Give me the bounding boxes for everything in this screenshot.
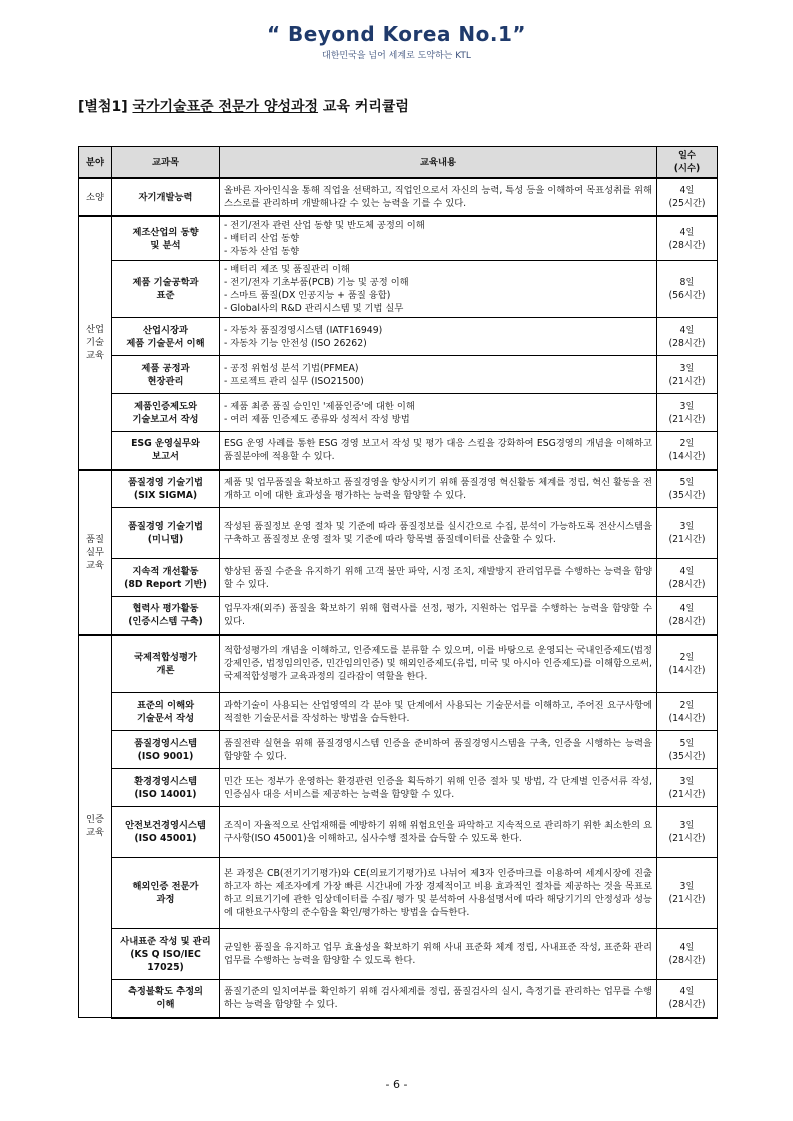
days-cell [657,261,718,318]
hours-value: (56시간) [668,290,706,301]
content-cell [220,261,657,318]
hours-value: (28시간) [668,616,706,628]
table-row [79,929,718,980]
days-value: 3일 [679,521,695,532]
days-cell [657,731,718,769]
hours-value: (28시간) [668,999,706,1011]
days-cell [657,929,718,980]
days-value: 2일 [679,651,695,663]
header-field: 분야 [79,147,112,179]
course-name: (ISO 14001) [134,788,197,800]
content-cell [220,559,657,597]
hours-value: (21시간) [668,894,706,905]
table-row [79,508,718,559]
course-name: 품질경영 기술기법 [127,521,204,532]
days-cell [657,693,718,731]
course-name: 해외인증 전문가 [132,881,199,892]
page-number: - 6 - [385,1078,408,1091]
course-name: 과정 [156,894,175,905]
content-text: 품질기준의 일치여부를 확인하기 위해 검사체계를 정립, 품질검사의 실시, 측정기를 관리하는 업무를 수행하는 능력을 함양할 수 있다. [224,986,652,1011]
course-cell [112,216,220,261]
hours-value: (14시간) [668,664,706,676]
course-name: 기술보고서 작성 [132,413,199,425]
course-cell [112,356,220,394]
content-text: 조직이 자율적으로 산업재해를 예방하기 위해 위험요인을 파악하고 지속적으로 관리하기 위한 최소한의 요구사항(ISO 45001)을 이해하고, 심사수행 절차를 습득할 수 있도록 한다. [224,820,652,844]
course-name: 제품 기술문서 이해 [126,337,205,349]
course-cell [112,470,220,508]
content-text: ESG 운영 사례를 통한 ESG 경영 보고서 작성 및 평가 대응 스킬을 강화하여 ESG경영의 개념을 이해하고 품질분야에 적용할 수 있다. [224,438,652,463]
field-label: 산업 [86,324,104,336]
content-text: 향상된 품질 수준을 유지하기 위해 고객 불만 파악, 시정 조치, 재발방지 관리업무를 수행하는 능력을 함양할 수 있다. [224,565,652,590]
course-cell [112,432,220,470]
field-cell [79,178,112,216]
course-cell [112,559,220,597]
field-label: 인증 [86,814,104,826]
content-text: - 전기/전자 관련 산업 동향 및 반도체 공정의 이해 [224,220,425,231]
days-cell [657,394,718,432]
course-name: (8D Report 기반) [124,578,207,590]
table-row [79,470,718,508]
table-row [79,318,718,356]
days-cell [657,508,718,559]
page-header [0,22,793,61]
days-value: 3일 [679,820,695,831]
table-row [79,559,718,597]
course-cell [112,261,220,318]
course-cell [112,858,220,929]
content-text: - 여러 제품 인증제도 종류와 성적서 작성 방법 [224,413,410,425]
hours-value: (21시간) [668,833,706,844]
field-label: 교육 [86,559,104,571]
hours-value: (14시간) [668,712,706,724]
content-text: 업무자재(외주) 품질을 확보하기 위해 협력사를 선정, 평가, 지원하는 업무를 수행하는 능력을 함양할 수 있다. [224,603,652,628]
course-cell [112,693,220,731]
table-row [79,432,718,470]
days-value: 4일 [679,226,695,238]
course-name: 개론 [156,664,175,676]
field-cell [79,470,112,635]
days-value: 2일 [679,699,695,711]
content-text: - 배터리 산업 동향 [224,233,300,244]
days-value: 4일 [679,942,695,953]
course-name: (미니탭) [147,534,184,545]
course-cell [112,597,220,635]
course-name: 기술문서 작성 [136,712,195,724]
course-cell [112,929,220,980]
content-cell [220,635,657,693]
course-cell [112,178,220,216]
course-name: 품질경영 기술기법 [127,476,204,488]
days-value: 2일 [679,438,695,450]
content-text: 품질전략 실현을 위해 품질경영시스템 인증을 준비하여 품질경영시스템을 구축, 인증을 시행하는 능력을 함양할 수 있다. [224,737,652,762]
days-value: 4일 [679,565,695,577]
course-name: 자기개발능력 [138,191,193,203]
days-value: 4일 [679,324,695,336]
course-cell [112,635,220,693]
content-text: 과학기술이 사용되는 산업영역의 각 분야 및 단계에서 사용되는 기술문서를 이해하고, 주어진 요구사항에 적절한 기술문서를 작성하는 방법을 습득한다. [224,699,652,724]
course-name: (KS Q ISO/IEC [130,948,201,960]
table-row [79,980,718,1018]
table-header-row [79,147,718,179]
table-row [79,731,718,769]
days-value: 4일 [679,986,695,998]
hours-value: (21시간) [668,788,706,800]
content-text: 본 과정은 CB(전기기기평가)와 CE(의료기기평가)로 나뉘어 제3자 인증마크를 이용하여 세계시장에 진출하고자 하는 제조자에게 가장 빠른 시간내에 가장 경제적이고 비용 효과적인 절차를 제공하는 것을 목표로 하고 의료기기에 관한 임상데이터를 수집/ 평가 및 분석하여 사용설명서에 따라 해당기기의 안정성과 성능에 대한요구사항의 준수함을 확인/평가하는 방법을 습득한다. [224,868,652,918]
course-name: 17025) [147,961,184,973]
days-value: 5일 [679,737,695,749]
content-cell [220,858,657,929]
content-text: 균일한 품질을 유지하고 업무 효율성을 확보하기 위해 사내 표준화 체계 정립, 사내표준 작성, 표준화 관리 업무를 수행하는 능력을 함양할 수 있도록 한다. [224,942,652,966]
header-days [657,147,718,179]
days-cell [657,980,718,1018]
content-cell [220,807,657,858]
content-text: - 자동차 품질경영시스템 (IATF16949) [224,324,383,336]
content-text: - 자동차 기능 안전성 (ISO 26262) [224,337,367,349]
course-cell [112,318,220,356]
content-cell [220,929,657,980]
content-cell [220,470,657,508]
hours-value: (28시간) [668,337,706,349]
title-prefix: [별첨1] [78,99,133,115]
content-text: - 프로젝트 관리 실무 (ISO21500) [224,375,364,387]
field-label: 기술 [86,337,104,349]
days-cell [657,356,718,394]
content-cell [220,432,657,470]
content-text: 제품 및 업무품질을 확보하고 품질경영을 향상시키기 위해 품질경영 혁신활동 체계를 정립, 혁신 활동을 전개하고 이에 대한 효과성을 평가하는 능력을 함양할 수 있다. [224,476,652,501]
course-name: 협력사 평가활동 [132,603,199,615]
table-row [79,807,718,858]
hours-value: (21시간) [668,413,706,425]
course-name: 보고서 [152,451,179,463]
table-row [79,356,718,394]
slogan-subtitle: 대한민국을 넘어 세계로 도약하는 KTL [322,51,471,61]
content-cell [220,508,657,559]
course-name: 품질경영시스템 [134,737,197,749]
content-cell [220,178,657,216]
course-name: 이해 [156,999,175,1011]
days-cell [657,559,718,597]
course-cell [112,508,220,559]
document-title [78,96,409,116]
table-row [79,597,718,635]
content-text: - 스마트 품질(DX 인공지능 + 품질 융합) [224,290,391,301]
hours-value: (28시간) [668,578,706,590]
course-cell [112,394,220,432]
field-cell [79,216,112,470]
hours-value: (14시간) [668,451,706,463]
course-name: 지속적 개선활동 [132,565,199,577]
content-text: 작성된 품질정보 운영 절차 및 기준에 따라 품질정보를 실시간으로 수집, 분석이 가능하도록 전산시스템을 구축하고 품질정보 운영 절차 및 기준에 따라 항목별 품질데이터를 산출할 수 있다. [224,521,652,545]
days-cell [657,432,718,470]
field-cell [79,635,112,1018]
hours-value: (35시간) [668,489,706,501]
course-name: 현장관리 [147,375,184,387]
days-value: 4일 [679,603,695,615]
content-text: - 전기/전자 기초부품(PCB) 기능 및 공정 이해 [224,277,409,288]
course-name: 안전보건경영시스템 [125,820,206,831]
curriculum-table [78,146,718,1019]
days-cell [657,807,718,858]
hours-value: (21시간) [668,375,706,387]
header-days-line1: 일수 [678,150,696,161]
days-cell [657,769,718,807]
hours-value: (28시간) [668,239,706,251]
content-text: 올바른 자아인식을 통해 직업을 선택하고, 직업인으로서 자신의 능력, 특성 등을 이해하여 목표성취를 위해 스스로를 관리하며 개발해나갈 수 있는 능력을 기를 수 있다. [224,185,652,209]
content-cell [220,394,657,432]
course-name: 환경경영시스템 [134,775,197,787]
header-days-line2: (시수) [673,163,701,174]
course-name: (SIX SIGMA) [133,489,198,501]
course-name: 국제적합성평가 [134,651,197,663]
field-label: 소양 [86,191,104,203]
days-cell [657,470,718,508]
field-label: 실무 [86,546,104,558]
table-row [79,769,718,807]
content-cell [220,216,657,261]
hours-value: (21시간) [668,534,706,545]
content-cell [220,693,657,731]
content-text: - 자동차 산업 동향 [224,246,300,257]
days-value: 3일 [679,881,695,892]
content-text: - 배터리 제조 및 품질관리 이해 [224,264,350,275]
course-name: 산업시장과 [143,324,188,336]
hours-value: (35시간) [668,750,706,762]
days-cell [657,178,718,216]
days-value: 3일 [679,775,695,787]
content-text: - 공정 위험성 분석 기법(PFMEA) [224,362,359,374]
days-value: 4일 [679,185,695,196]
days-value: 3일 [679,362,695,374]
course-cell [112,769,220,807]
title-main: 국가기술표준 전문가 양성과정 [132,99,319,115]
table-row [79,394,718,432]
course-cell [112,731,220,769]
days-value: 8일 [679,277,695,288]
field-label: 교육 [86,350,104,362]
course-name: 제품 공정과 [141,362,190,374]
course-name: 및 분석 [150,239,181,251]
header-course: 교과목 [112,147,220,179]
header-content: 교육내용 [220,147,657,179]
course-name: ESG 운영실무와 [131,438,200,450]
table-row [79,693,718,731]
course-name: 표준 [156,290,175,301]
course-name: 사내표준 작성 및 관리 [120,935,211,947]
days-cell [657,635,718,693]
content-cell [220,769,657,807]
days-cell [657,318,718,356]
table-row [79,635,718,693]
days-cell [657,858,718,929]
course-cell [112,807,220,858]
days-value: 5일 [679,476,695,488]
content-text: 적합성평가의 개념을 이해하고, 인증제도를 분류할 수 있으며, 이를 바탕으로 운영되는 국내인증제도(법정강제인증, 법정임의인증, 민간임의인증) 및 해외인증제도(유럽, 미국 및 아시아 인증제도)를 이해함으로써, 국제적합성평가 교육과정의 길라잡이 역할을 한다. [224,645,652,683]
title-suffix: 교육 커리큘럼 [318,99,409,115]
course-name: 제조산업의 동향 [132,226,199,238]
days-cell [657,597,718,635]
course-name: 측정불확도 추정의 [127,986,204,998]
content-cell [220,731,657,769]
field-label: 품질 [86,533,104,545]
days-cell [657,216,718,261]
content-cell [220,980,657,1018]
content-text: - Global사의 R&D 관리시스템 및 기법 실무 [224,303,404,314]
content-cell [220,597,657,635]
table-row [79,858,718,929]
course-name: 제품인증제도와 [134,400,197,412]
course-name: 표준의 이해와 [136,699,195,711]
slogan: “ Beyond Korea No.1” [266,22,527,46]
table-row [79,178,718,216]
content-text: - 제품 최종 품질 승인인 '제품인증'에 대한 이해 [224,400,415,412]
course-name: (인증시스템 구축) [128,616,203,628]
content-cell [220,356,657,394]
course-name: 제품 기술공학과 [132,277,199,288]
content-text: 민간 또는 정부가 운영하는 환경관련 인증을 획득하기 위해 인증 절차 및 방법, 각 단계별 인증서류 작성, 인증심사 대응 서비스를 제공하는 능력을 함양할 수 있다. [224,775,652,800]
hours-value: (25시간) [668,198,706,209]
content-cell [220,318,657,356]
course-name: (ISO 9001) [137,750,194,762]
course-cell [112,980,220,1018]
table-row [79,216,718,261]
hours-value: (28시간) [668,955,706,966]
field-label: 교육 [86,827,104,839]
course-name: (ISO 45001) [134,833,197,844]
table-row [79,261,718,318]
days-value: 3일 [679,400,695,412]
